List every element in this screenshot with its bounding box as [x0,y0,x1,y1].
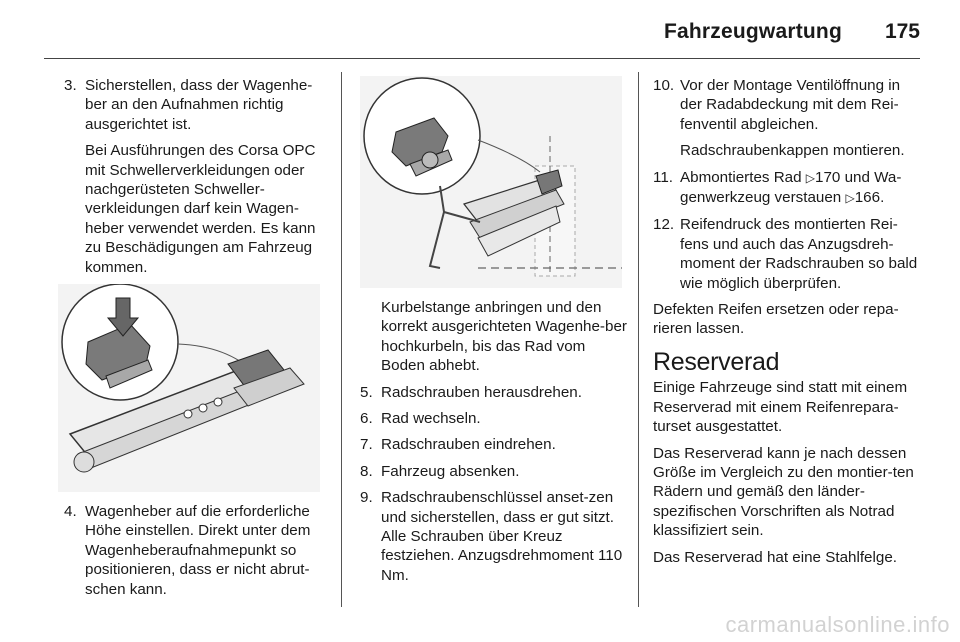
column-divider-1 [341,72,342,607]
step-10 [653,76,923,161]
step-number: 8. [360,462,373,480]
step-text: Reifendruck des montierten Rei-fens und auch das Anzugsdreh-moment der Radschrauben so bald wie möglich überprüfen. [680,216,918,292]
step-number: 3. [64,77,77,94]
step-5 [360,383,628,402]
column-1 [64,76,329,606]
jack-crank-illustration [360,76,622,288]
step-12 [653,215,923,293]
step-9 [360,488,628,585]
step-4 [64,502,329,599]
page-ref-arrow-icon: ▷ [805,170,816,185]
step-text: Abmontiertes Rad ▷170 und Wa-genwerkzeug verstauen ▷166. [680,168,902,207]
section-title: Fahrzeugwartung [663,20,842,43]
page-ref-link[interactable]: 170 [815,168,841,186]
step-number: 5. [360,383,373,401]
step-8 [360,462,628,481]
column-2 [360,76,628,592]
watermark: carmanualsonline.info [725,612,950,637]
step-number: 9. [360,489,373,507]
page-ref-arrow-icon: ▷ [845,191,855,206]
paragraph: Einige Fahrzeuge sind statt mit einem Reserverad mit einem Reifenrepara-turset ausgestattet. [653,379,908,436]
step-text: Radschrauben eindrehen. [381,436,556,454]
step-11 [653,168,923,209]
step-7 [360,435,628,454]
section-heading: Reserverad [653,347,780,376]
step-number: 6. [360,410,373,428]
step-number: 7. [360,436,373,454]
page-header [0,0,960,58]
paragraph: Defekten Reifen ersetzen oder repa-rieren lassen. [653,301,899,338]
step-note: Bei Ausführungen des Corsa OPC mit Schwellerverkleidungen oder nachgerüsteten Schweller-verkleidungen darf kein Wagen-heber verwendet werden. Es kann zu Beschädigungen am Fahrzeug kommen. [85,142,316,276]
step-text: Sicherstellen, dass der Wagenhe-ber an den Aufnahmen richtig ausgerichtet ist. [85,77,313,133]
step-text: Rad wechseln. [381,410,481,428]
jack-placement-illustration [58,284,320,492]
jack-crank-drawing [360,76,622,288]
step-number: 10. [653,77,675,94]
column-divider-2 [638,72,639,607]
step-number: 11. [653,168,673,186]
step-text: Vor der Montage Ventilöffnung in der Radabdeckung mit dem Rei-fenventil abgleichen. [680,77,901,133]
step-3 [64,76,329,277]
page-number: 175 [884,20,920,43]
paragraph: Das Reserverad kann je nach dessen Größe im Vergleich zu den montier-ten Rädern und gemäß den länder-spezifischen Vorschriften als Notrad klassifiziert sein. [653,444,914,540]
step-text: Radschrauben herausdrehen. [381,383,582,401]
header-rule [44,58,920,59]
step-number: 4. [64,503,77,521]
step-note: Radschraubenkappen montieren. [680,142,905,160]
step-text: Wagenheber auf die erforderliche Höhe einstellen. Direkt unter dem Wagenheberaufnahmepunkt so positionieren, dass er nicht abrut-schen kann. [85,503,311,598]
step-6 [360,409,628,428]
column-3 [653,76,923,574]
paragraph: Das Reserverad hat eine Stahlfelge. [653,548,897,566]
page-ref-link[interactable]: 166 [854,189,881,207]
step-4-continued: Kurbelstange anbringen und den korrekt ausgerichteten Wagenhe-ber hochkurbeln, bis das Rad vom Boden abhebt. [381,299,627,375]
step-text: Fahrzeug absenken. [381,462,520,480]
jack-placement-drawing [58,284,320,492]
step-text: Radschraubenschlüssel anset-zen und sicherstellen, dass er gut sitzt. Alle Schrauben über Kreuz festziehen. Anzugsdrehmoment 110 Nm. [381,489,623,584]
step-number: 12. [653,216,675,234]
